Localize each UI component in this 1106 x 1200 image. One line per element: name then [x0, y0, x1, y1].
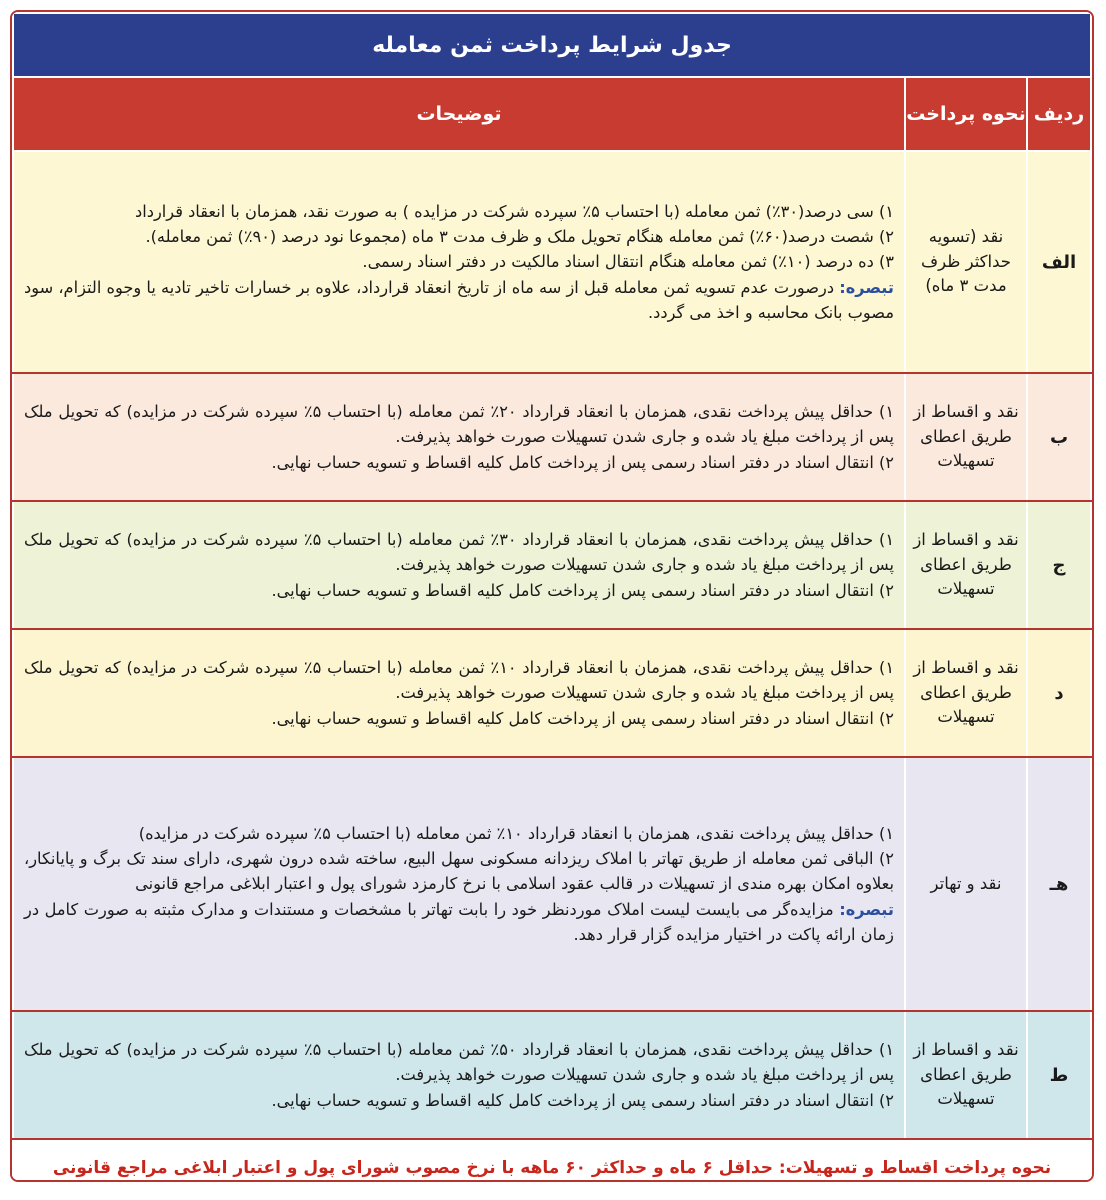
payment-method: نقد و اقساط از طریق اعطای تسهیلات — [905, 1011, 1027, 1139]
note-label: تبصره: — [839, 899, 894, 919]
row-label: ب — [1027, 373, 1091, 501]
table-title: جدول شرایط پرداخت ثمن معامله — [13, 13, 1091, 77]
row-label: ج — [1027, 501, 1091, 629]
row-label: ط — [1027, 1011, 1091, 1139]
payment-method: نقد و اقساط از طریق اعطای تسهیلات — [905, 629, 1027, 757]
desc-line: ۳) ده درصد (۱۰٪) ثمن معامله هنگام انتقال اسناد مالکیت در دفتر اسناد رسمی. — [362, 252, 894, 272]
payment-method: نقد و اقساط از طریق اعطای تسهیلات — [905, 373, 1027, 501]
desc-note — [24, 897, 894, 947]
footer-note: نحوه پرداخت اقساط و تسهیلات: حداقل ۶ ماه و حداکثر ۶۰ ماهه با نرخ مصوب شورای پول و اعتبار ابلاغی مراجع قانونی — [13, 1139, 1091, 1182]
desc-line: ۲) انتقال اسناد در دفتر اسناد رسمی پس از پرداخت کامل کلیه اقساط و تسویه حساب نهایی. — [271, 1090, 894, 1110]
title-row — [13, 13, 1091, 77]
payment-method: نقد و تهاتر — [905, 757, 1027, 1011]
desc-line: ۲) الباقی ثمن معامله از طریق تهاتر با املاک ریزدانه مسکونی سهل البیع، ساخته شده درون شهری، دارای سند تک برگ و پایانکار، بعلاوه امکان بهره مندی از تسهیلات در قالب عقود اسلامی با نرخ کارمزد شورای پول و اعتبار ابلاغی مراجع قانونی — [24, 849, 894, 894]
description — [13, 629, 905, 757]
table-row — [13, 629, 1091, 757]
desc-line: ۱) حداقل پیش پرداخت نقدی، همزمان با انعقاد قرارداد ۱۰٪ ثمن معامله (با احتساب ۵٪ سپرده شرکت در مزایده) — [138, 824, 894, 844]
desc-line: ۱) حداقل پیش پرداخت نقدی، همزمان با انعقاد قرارداد ۵۰٪ ثمن معامله (با احتساب ۵٪ سپرده شرکت در مزایده) که تحویل ملک پس از پرداخت مبلغ یاد شده و جاری شدن تسهیلات صورت خواهد پذیرفت. — [24, 1040, 895, 1085]
table-row — [13, 1011, 1091, 1139]
footer-row — [13, 1139, 1091, 1182]
note-label: تبصره: — [839, 277, 894, 297]
desc-line: ۱) حداقل پیش پرداخت نقدی، همزمان با انعقاد قرارداد ۱۰٪ ثمن معامله (با احتساب ۵٪ سپرده شرکت در مزایده) که تحویل ملک پس از پرداخت مبلغ یاد شده و جاری شدن تسهیلات صورت خواهد پذیرفت. — [24, 658, 895, 703]
description — [13, 1011, 905, 1139]
payment-method: نقد (تسویه حداکثر ظرف مدت ۳ ماه) — [905, 151, 1027, 373]
desc-line: ۲) انتقال اسناد در دفتر اسناد رسمی پس از پرداخت کامل کلیه اقساط و تسویه حساب نهایی. — [271, 580, 894, 600]
desc-line: ۱) حداقل پیش پرداخت نقدی، همزمان با انعقاد قرارداد ۳۰٪ ثمن معامله (با احتساب ۵٪ سپرده شرکت در مزایده) که تحویل ملک پس از پرداخت مبلغ یاد شده و جاری شدن تسهیلات صورت خواهد پذیرفت. — [24, 530, 895, 575]
description — [13, 757, 905, 1011]
description — [13, 151, 905, 373]
header-payment-method: نحوه پرداخت — [905, 77, 1027, 151]
desc-line: ۲) انتقال اسناد در دفتر اسناد رسمی پس از پرداخت کامل کلیه اقساط و تسویه حساب نهایی. — [271, 708, 894, 728]
desc-line: ۲) شصت درصد(۶۰٪) ثمن معامله هنگام تحویل ملک و ظرف مدت ۳ ماه (مجموعا نود درصد (۹۰٪) ثمن معامله). — [145, 227, 894, 247]
header-row — [13, 77, 1091, 151]
desc-note — [24, 275, 894, 325]
note-text: مزایده‌گر می بایست لیست املاک موردنظر خود را بابت تهاتر با مشخصات و مستندات و مدارک مثبته به صورت کامل در زمان ارائه پاکت در اختیار مزایده گزار قرار دهد. — [24, 899, 894, 944]
table-row — [13, 373, 1091, 501]
payment-method: نقد و اقساط از طریق اعطای تسهیلات — [905, 501, 1027, 629]
row-label: د — [1027, 629, 1091, 757]
note-text: درصورت عدم تسویه ثمن معامله قبل از سه ماه از تاریخ انعقاد قرارداد، علاوه بر خسارات تاخیر تادیه یا وجوه التزام، سود مصوب بانک محاسبه و اخذ می گردد. — [24, 277, 894, 322]
terms-table — [12, 12, 1092, 1182]
table-row — [13, 757, 1091, 1011]
description — [13, 373, 905, 501]
row-label: الف — [1027, 151, 1091, 373]
desc-line: ۱) حداقل پیش پرداخت نقدی، همزمان با انعقاد قرارداد ۲۰٪ ثمن معامله (با احتساب ۵٪ سپرده شرکت در مزایده) که تحویل ملک پس از پرداخت مبلغ یاد شده و جاری شدن تسهیلات صورت خواهد پذیرفت. — [24, 402, 895, 447]
table-row — [13, 151, 1091, 373]
description — [13, 501, 905, 629]
payment-terms-table — [10, 10, 1094, 1182]
desc-line: ۲) انتقال اسناد در دفتر اسناد رسمی پس از پرداخت کامل کلیه اقساط و تسویه حساب نهایی. — [271, 452, 894, 472]
desc-line: ۱) سی درصد(۳۰٪) ثمن معامله (با احتساب ۵٪ سپرده شرکت در مزایده ) به صورت نقد، همزمان با انعقاد قرارداد — [135, 202, 894, 222]
row-label: هـ — [1027, 757, 1091, 1011]
header-row-number: ردیف — [1027, 77, 1091, 151]
table-row — [13, 501, 1091, 629]
header-description: توضیحات — [13, 77, 905, 151]
